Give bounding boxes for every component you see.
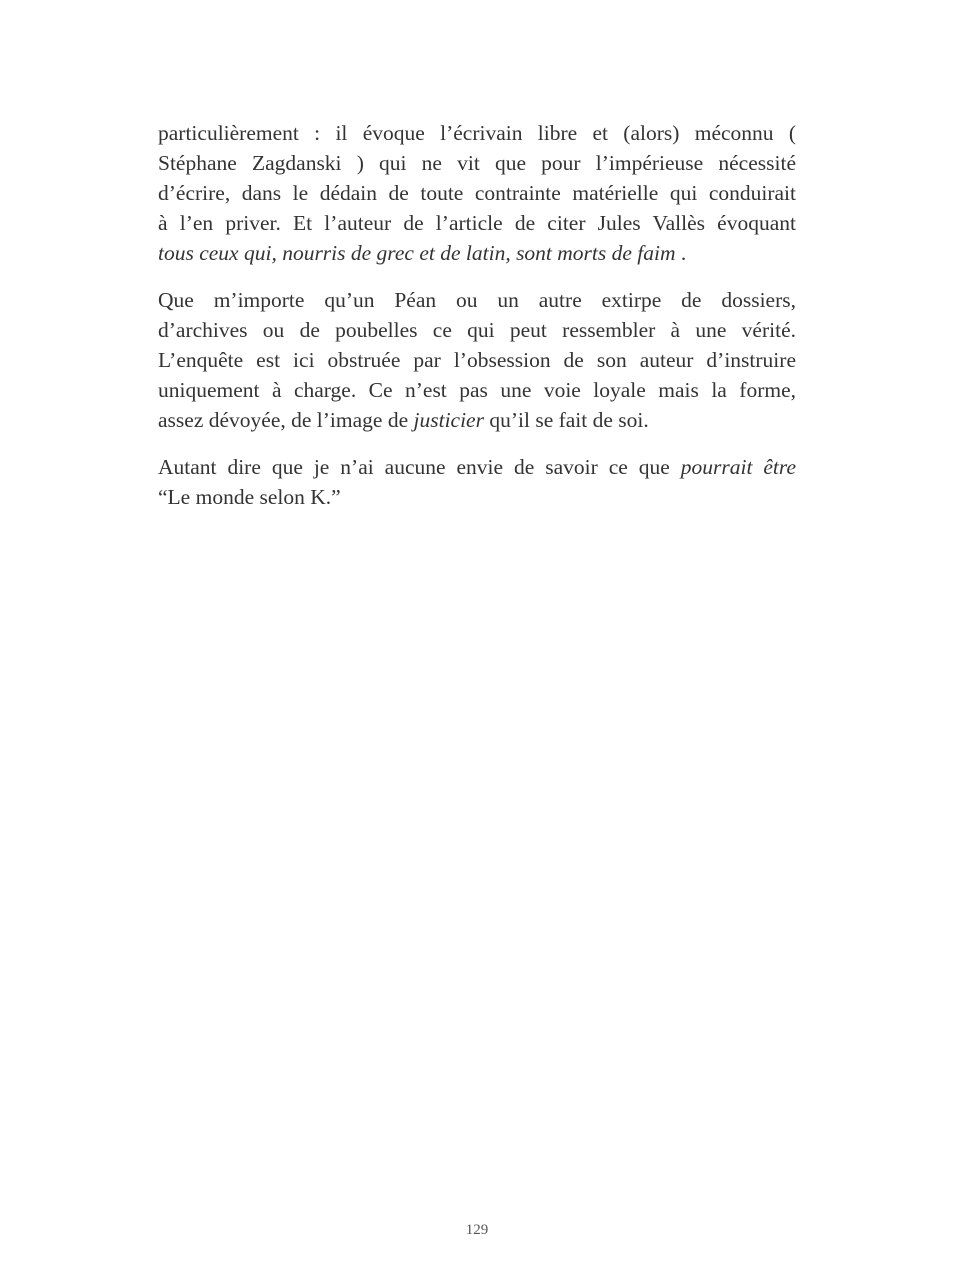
- text-run: Autant dire que je n’ai aucune envie de savoir ce que: [158, 455, 681, 479]
- text-run: assez dévoyée, de l’image de: [158, 408, 414, 432]
- paragraph: [158, 118, 796, 268]
- text-run: .: [675, 241, 687, 265]
- text-run: d’écrire, dans le dédain de toute contrainte matérielle qui conduirait: [158, 181, 796, 205]
- text-line: [158, 118, 796, 148]
- text-run: Stéphane Zagdanski ) qui ne vit que pour l’impérieuse nécessité: [158, 151, 796, 175]
- text-run: à l’en priver. Et l’auteur de l’article de citer Jules Vallès évoquant: [158, 211, 796, 235]
- paragraph: [158, 285, 796, 435]
- text-line: [158, 482, 796, 512]
- text-run: Que m’importe qu’un Péan ou un autre extirpe de dossiers,: [158, 288, 796, 312]
- text-line: [158, 148, 796, 178]
- text-run: uniquement à charge. Ce n’est pas une voie loyale mais la forme,: [158, 378, 796, 402]
- text-line: [158, 405, 796, 435]
- text-line: [158, 285, 796, 315]
- text-line: [158, 452, 796, 482]
- text-line: [158, 208, 796, 238]
- text-run: particulièrement : il évoque l’écrivain libre et (alors) méconnu (: [158, 121, 796, 145]
- text-line: [158, 238, 796, 268]
- paragraph: [158, 452, 796, 512]
- text-line: [158, 178, 796, 208]
- text-line: [158, 315, 796, 345]
- text-run: d’archives ou de poubelles ce qui peut ressembler à une vérité.: [158, 318, 796, 342]
- italic-text: pourrait être: [680, 455, 797, 479]
- italic-text: justicier: [413, 408, 484, 432]
- italic-text: tous ceux qui, nourris de grec et de latin, sont morts de faim: [158, 241, 676, 265]
- text-line: [158, 375, 796, 405]
- text-run: “Le monde selon K.”: [158, 485, 341, 509]
- text-run: qu’il se fait de soi.: [483, 408, 649, 432]
- page-number: 129: [465, 1222, 489, 1238]
- text-run: L’enquête est ici obstruée par l’obsession de son auteur d’instruire: [158, 348, 796, 372]
- page-body: [158, 118, 796, 529]
- text-line: [158, 345, 796, 375]
